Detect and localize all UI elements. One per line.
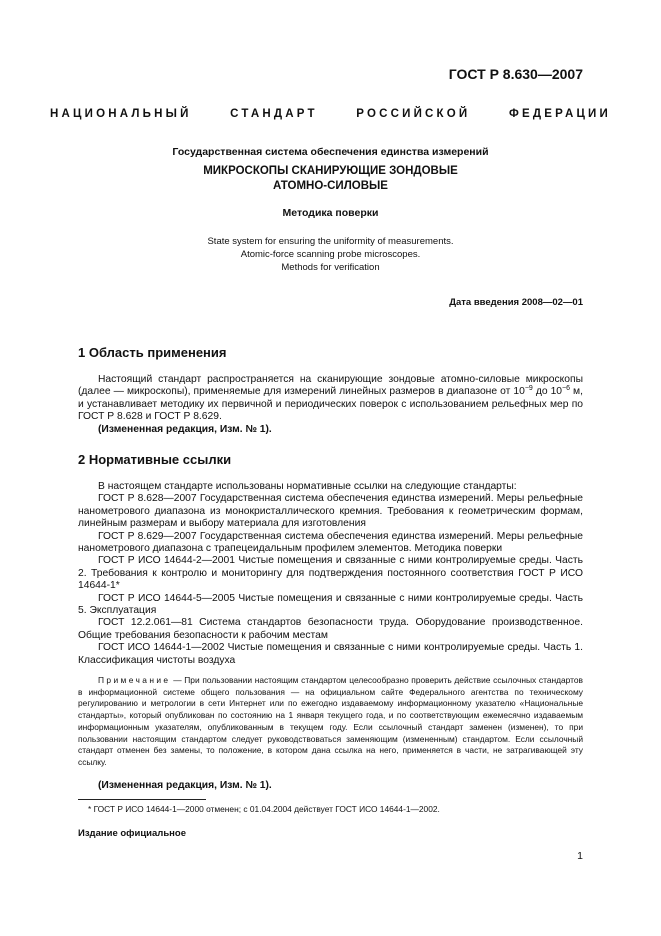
national-standard-banner: НАЦИОНАЛЬНЫЙ СТАНДАРТ РОССИЙСКОЙ ФЕДЕРАЦИИ bbox=[50, 108, 611, 120]
note-label: Примечание bbox=[98, 675, 171, 685]
title-line-1: МИКРОСКОПЫ СКАНИРУЮЩИЕ ЗОНДОВЫЕ bbox=[203, 165, 458, 177]
official-edition-label: Издание официальное bbox=[78, 828, 186, 839]
footnote: * ГОСТ Р ИСО 14644-1—2000 отменен; с 01.04.2004 действует ГОСТ ИСО 14644-1—2002. bbox=[88, 804, 440, 814]
footnote-rule bbox=[78, 799, 206, 800]
reference-item: ГОСТ Р 8.628—2007 Государственная система обеспечения единства измерений. Меры рельефные нанометрового диапазона из монокристаллического кремния. Требования к геометрическим формам, линейным размерам и выбору материала для изготовления bbox=[78, 493, 583, 530]
section-1-body bbox=[78, 374, 583, 436]
reference-item: ГОСТ Р ИСО 14644-2—2001 Чистые помещения и связанные с ними контролируемые среды. Часть 2. Требования к контролю и мониторингу для подтверждения постоянного соответствия ГОСТ Р ИСО 14644-1* bbox=[78, 555, 583, 592]
title-line-2: АТОМНО-СИЛОВЫЕ bbox=[273, 180, 388, 192]
section-2-body bbox=[78, 481, 583, 667]
note bbox=[78, 675, 583, 769]
reference-item: ГОСТ Р ИСО 14644-5—2005 Чистые помещения и связанные с ними контролируемые среды. Часть 5. Эксплуатация bbox=[78, 592, 583, 617]
section-2-revision: (Измененная редакция, Изм. № 1). bbox=[98, 780, 272, 791]
section-1-heading: 1 Область применения bbox=[78, 345, 227, 360]
system-title: Государственная система обеспечения единства измерений bbox=[172, 146, 489, 158]
section-2-intro: В настоящем стандарте использованы нормативные ссылки на следующие стандарты: bbox=[98, 481, 517, 492]
introduction-date: Дата введения 2008—02—01 bbox=[449, 297, 583, 308]
english-title bbox=[60, 235, 601, 274]
reference-item: ГОСТ ИСО 14644-1—2002 Чистые помещения и связанные с ними контролируемые среды. Часть 1. Классификация чистоты воздуха bbox=[78, 642, 583, 666]
english-line-1: State system for ensuring the uniformity of measurements. bbox=[207, 236, 454, 247]
section-2-revision-wrap bbox=[78, 780, 583, 792]
section-1-revision: (Измененная редакция, Изм. № 1). bbox=[98, 423, 272, 435]
section-2-heading: 2 Нормативные ссылки bbox=[78, 452, 232, 467]
standard-code: ГОСТ Р 8.630—2007 bbox=[448, 66, 583, 82]
reference-item: ГОСТ 12.2.061—81 Система стандартов безопасности труда. Оборудование производственное. Общие требования безопасности к рабочим местам bbox=[78, 617, 583, 641]
section-1-paragraph: Настоящий стандарт распространяется на сканирующие зондовые атомно-силовые микроскопы (далее — микроскопы), применяемые для измерений линейных размеров в диапазоне от $10^{-9}$ до $10^{-6}$ м, и устанавливает методику их первичной и периодических поверок с использованием рельефных мер по ГОСТ Р 8.628 и ГОСТ Р 8.629. bbox=[78, 374, 583, 423]
english-line-3: Methods for verification bbox=[281, 262, 380, 273]
page-number: 1 bbox=[577, 850, 583, 862]
english-line-2: Atomic-force scanning probe microscopes. bbox=[240, 249, 421, 260]
method-subtitle: Методика поверки bbox=[282, 207, 379, 219]
document-title bbox=[60, 164, 601, 194]
note-text: — При пользовании настоящим стандартом целесообразно проверить действие ссылочных стандартов в информационной системе общего пользования — на официальном сайте Федерального агентства по техническому регулированию и метрологии в сети Интернет или по ежегодно издаваемому информационному указателю «Национальные стандарты», который опубликован по состоянию на 1 января текущего года, и по соответствующим ежемесячно издаваемым информационным указателям, опубликованным в текущем году. Если ссылочный стандарт заменен (изменен), то при пользовании настоящим стандартом следует руководствоваться заменяющим (измененным) стандартом. Если ссылочный стандарт отменен без замены, то положение, в котором дана ссылка на него, применяется в части, не затрагивающей эту ссылку. bbox=[78, 675, 583, 767]
reference-item: ГОСТ Р 8.629—2007 Государственная система обеспечения единства измерений. Меры рельефные нанометрового диапазона с трапецеидальным профилем элементов. Методика поверки bbox=[78, 530, 583, 555]
